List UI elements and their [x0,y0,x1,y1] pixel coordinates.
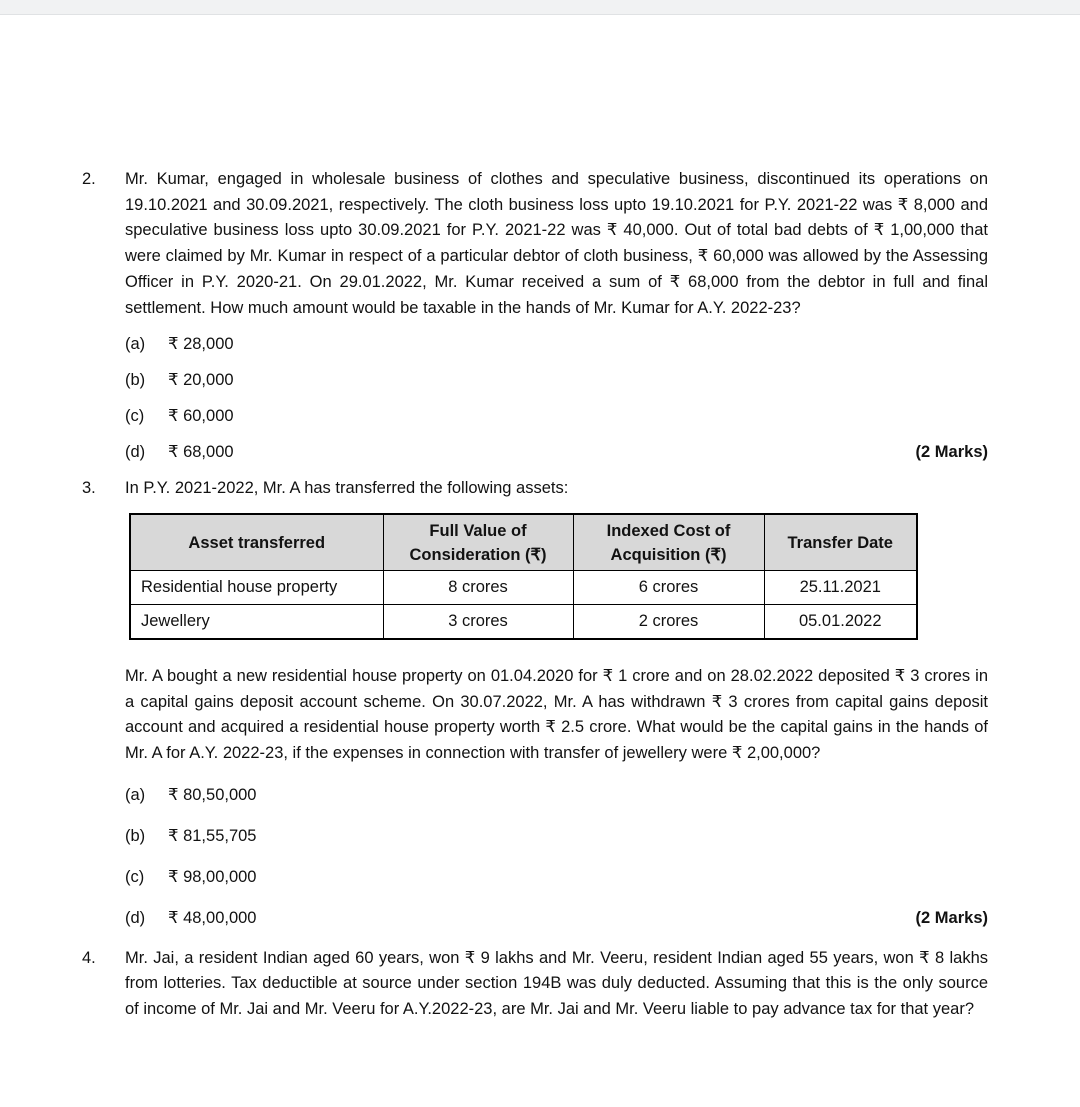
option-a [125,331,988,357]
question-text: Mr. Jai, a resident Indian aged 60 years, won ₹ 9 lakhs and Mr. Veeru, resident Indian aged 55 years, won ₹ 8 lakhs from lotteries. Tax deductible at source under section 194B was duly deducted. Assuming that this is the only source of income of Mr. Jai and Mr. Veeru for A.Y.2022-23, are Mr. Jai and Mr. Veeru liable to pay advance tax for that year? [125,948,988,1019]
marks-label: (2 Marks) [915,908,988,927]
question-3 [82,476,988,931]
assets-table [129,513,918,640]
option-d [125,439,988,465]
option-d [125,905,988,931]
table-header-full-value: Full Value of Consideration (₹) [383,514,573,571]
option-value: ₹ 80,50,000 [168,785,257,804]
option-b [125,367,988,393]
option-label: (c) [125,407,145,426]
document-page [0,15,1080,1023]
table-cell-indexed-cost: 2 crores [573,605,764,639]
table-cell-full-value: 8 crores [383,571,573,605]
option-value: ₹ 20,000 [168,371,234,390]
table-row [130,571,917,605]
option-value: ₹ 81,55,705 [168,826,257,845]
option-value: ₹ 98,00,000 [168,867,257,886]
option-b [125,823,988,849]
option-c [125,864,988,890]
option-value: ₹ 68,000 [168,443,234,462]
table-header-row [130,514,917,571]
question-number: 4. [82,948,96,967]
table-header-transfer-date: Transfer Date [764,514,917,571]
table-cell-asset: Jewellery [130,605,383,639]
table-cell-transfer-date: 05.01.2022 [764,605,917,639]
option-label: (b) [125,826,146,845]
option-label: (a) [125,335,146,354]
top-bar [0,0,1080,15]
option-value: ₹ 60,000 [168,407,234,426]
table-cell-full-value: 3 crores [383,605,573,639]
table-row [130,605,917,639]
option-label: (d) [125,908,146,927]
option-label: (a) [125,785,146,804]
option-a [125,782,988,808]
option-value: ₹ 48,00,000 [168,908,257,927]
question-body [125,946,988,1023]
table-header-asset: Asset transferred [130,514,383,571]
table-cell-transfer-date: 25.11.2021 [764,571,917,605]
table-cell-indexed-cost: 6 crores [573,571,764,605]
option-label: (c) [125,867,145,886]
question-body [125,476,988,931]
question-2 [82,167,988,465]
options-list [125,331,988,465]
question-text: Mr. A bought a new residential house property on 01.04.2020 for ₹ 1 crore and on 28.02.2022 deposited ₹ 3 crores in a capital gains deposit account scheme. On 30.07.2022, Mr. A has withdrawn ₹ 3 crores from capital gains deposit account and acquired a residential house property worth ₹ 2.5 crore. What would be the capital gains in the hands of Mr. A for A.Y. 2022-23, if the expenses in connection with transfer of jewellery were ₹ 2,00,000? [125,666,988,763]
marks-label: (2 Marks) [915,443,988,462]
question-number: 3. [82,479,96,498]
option-c [125,403,988,429]
question-body [125,167,988,465]
question-intro: In P.Y. 2021-2022, Mr. A has transferred the following assets: [125,479,569,498]
table-header-indexed-cost: Indexed Cost of Acquisition (₹) [573,514,764,571]
question-text: Mr. Kumar, engaged in wholesale business of clothes and speculative business, discontinued its operations on 19.10.2021 and 30.09.2021, respectively. The cloth business loss upto 19.10.2021 for P.Y. 2021-22 was ₹ 8,000 and speculative business loss upto 30.09.2021 for P.Y. 2021-22 was ₹ 40,000. Out of total bad debts of ₹ 1,00,000 that were claimed by Mr. Kumar in respect of a particular debtor of cloth business, ₹ 60,000 was allowed by the Assessing Officer in P.Y. 2020-21. On 29.01.2022, Mr. Kumar received a sum of ₹ 68,000 from the debtor in full and final settlement. How much amount would be taxable in the hands of Mr. Kumar for A.Y. 2022-23? [125,170,988,317]
option-label: (d) [125,443,146,462]
table-cell-asset: Residential house property [130,571,383,605]
options-list [125,782,988,931]
option-label: (b) [125,371,146,390]
question-4 [82,946,988,1023]
option-value: ₹ 28,000 [168,335,234,354]
question-number: 2. [82,170,96,188]
